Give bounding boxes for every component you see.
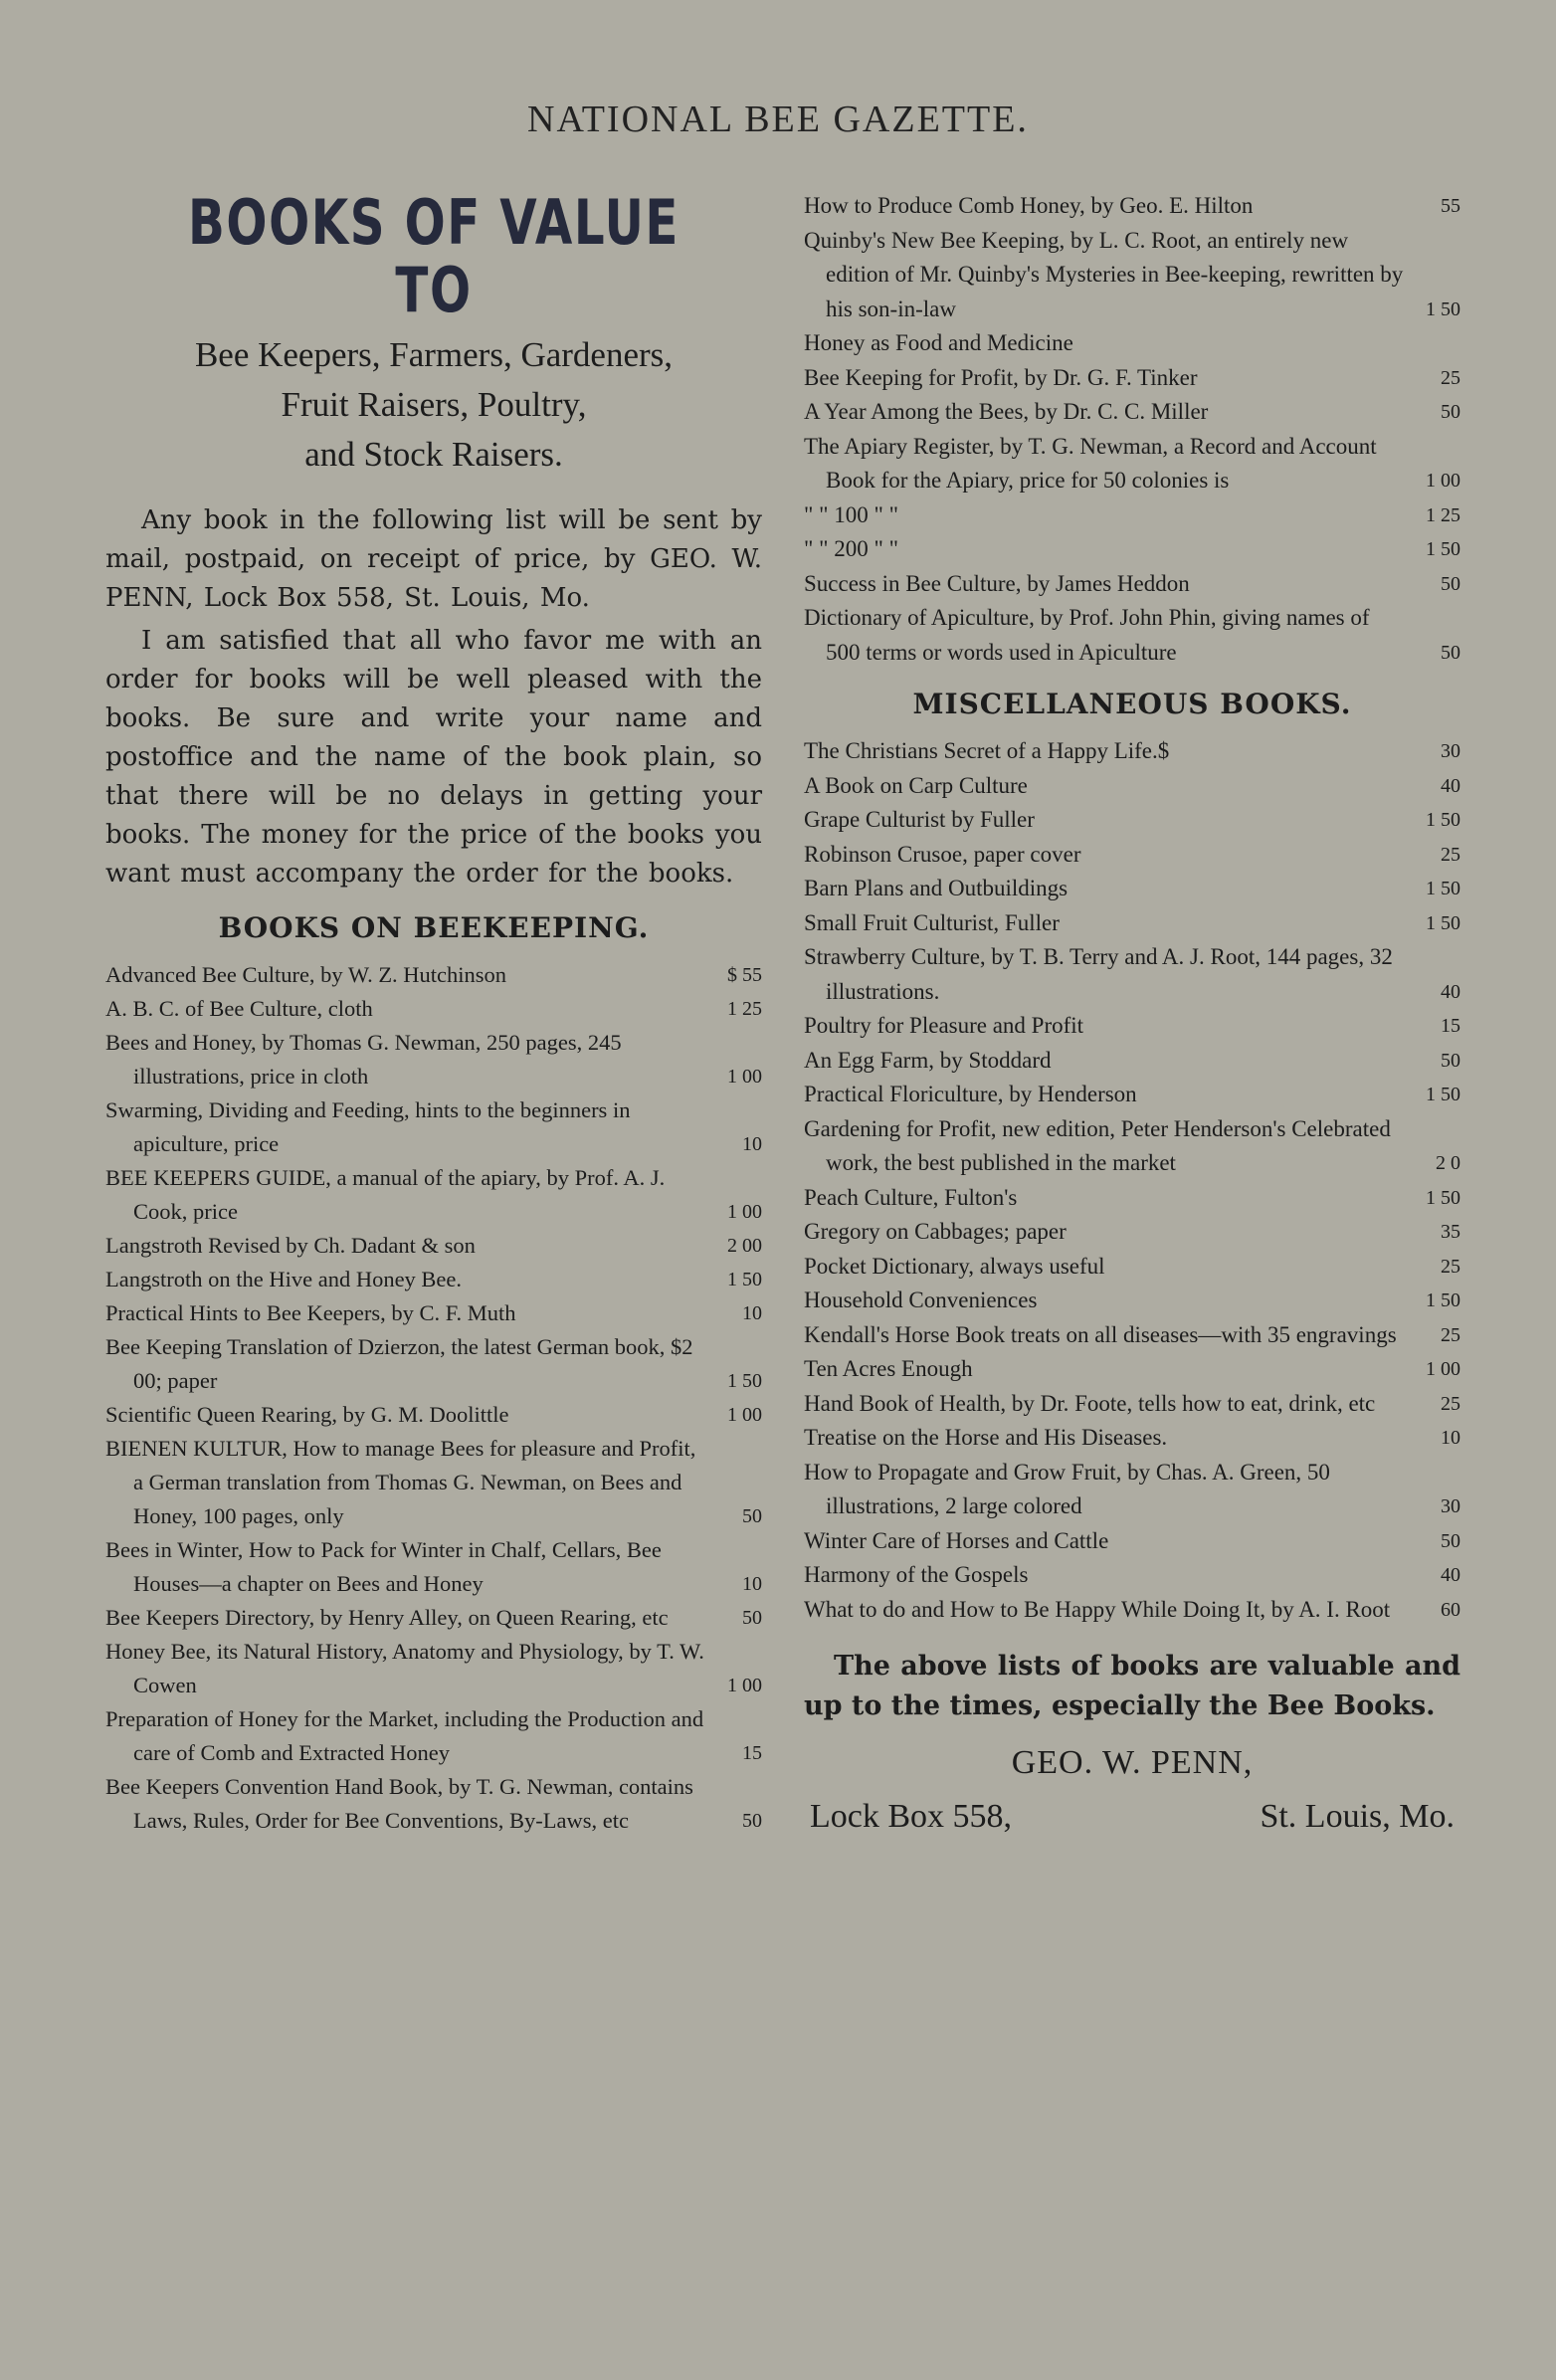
book-price: 50 [1441, 1049, 1460, 1072]
book-entry [804, 430, 1460, 498]
book-title: Harmony of the Gospels [804, 1562, 1029, 1587]
book-title: Peach Culture, Fulton's [804, 1184, 1018, 1210]
book-price: $ 55 [727, 964, 762, 987]
book-price: 25 [1441, 1392, 1460, 1415]
book-title: Grape Culturist by Fuller [804, 807, 1035, 832]
book-entry [804, 1593, 1460, 1628]
book-entry [804, 1318, 1460, 1353]
book-title: " " 200 " " [804, 536, 899, 561]
subtitle-line: Bee Keepers, Farmers, Gardeners, [194, 335, 674, 375]
book-title: Ten Acres Enough [804, 1356, 973, 1381]
book-price: 60 [1441, 1598, 1460, 1621]
book-price: 50 [1441, 1529, 1460, 1552]
book-entry [804, 498, 1460, 533]
book-price: 10 [1441, 1427, 1460, 1449]
book-title: " " 100 " " [804, 501, 899, 527]
book-title: Poultry for Pleasure and Profit [804, 1013, 1084, 1038]
book-title: Bees in Winter, How to Pack for Winter in Chalf, Cellars, Bee Houses—a chapter on Bees and Honey [105, 1537, 662, 1597]
book-title: Gardening for Profit, new edition, Peter Henderson's Celebrated work, the best published in the market [804, 1115, 1391, 1175]
book-price: 1 50 [1426, 1186, 1460, 1209]
books-title: BOOKS OF VALUE TO [187, 186, 681, 327]
books-subtitle [105, 330, 762, 480]
book-entry [105, 1601, 762, 1635]
book-entry [105, 1432, 762, 1533]
book-title: Hand Book of Health, by Dr. Foote, tells how to eat, drink, etc [804, 1390, 1376, 1416]
book-title: Scientific Queen Rearing, by G. M. Doolittle [105, 1402, 509, 1428]
subtitle-line: Fruit Raisers, Poultry, [281, 385, 587, 425]
subtitle-line: and Stock Raisers. [304, 435, 563, 475]
beekeeping-section-title: BOOKS ON BEEKEEPING. [218, 911, 650, 945]
book-entry [804, 734, 1460, 769]
book-price: 25 [1441, 1255, 1460, 1278]
book-entry [804, 940, 1460, 1009]
book-price: 1 00 [1426, 470, 1460, 492]
book-entry [804, 567, 1460, 602]
book-price: 1 00 [727, 1201, 762, 1224]
book-price: 2 00 [727, 1235, 762, 1258]
book-price: 1 25 [1426, 503, 1460, 526]
book-entry [105, 1093, 762, 1161]
book-price: 15 [742, 1742, 762, 1765]
book-title: A Book on Carp Culture [804, 772, 1028, 798]
book-title: An Egg Farm, by Stoddard [804, 1047, 1052, 1073]
book-entry [804, 1078, 1460, 1112]
book-entry [804, 1421, 1460, 1456]
signature: GEO. W. PENN, [1011, 1744, 1254, 1781]
book-price: 30 [1441, 1495, 1460, 1517]
book-entry [804, 1250, 1460, 1285]
book-title: The Christians Secret of a Happy Life.$ [804, 738, 1170, 763]
book-title: Barn Plans and Outbuildings [804, 876, 1069, 900]
book-title: Winter Care of Horses and Cattle [804, 1527, 1109, 1553]
book-entry [804, 838, 1460, 873]
book-title: How to Propagate and Grow Fruit, by Chas. A. Green, 50 illustrations, 2 large colored [804, 1459, 1330, 1518]
book-price: 1 00 [727, 1066, 762, 1089]
book-title: Practical Hints to Bee Keepers, by C. F. Muth [105, 1300, 516, 1326]
book-entry [105, 1330, 762, 1398]
book-price: 50 [742, 1607, 762, 1630]
book-price: 1 50 [1426, 1289, 1460, 1311]
book-entry [105, 1296, 762, 1330]
book-price: 30 [1441, 740, 1460, 762]
book-price: 10 [742, 1573, 762, 1596]
book-entry [804, 872, 1460, 906]
address [804, 1798, 1460, 1836]
book-price: 1 50 [1426, 538, 1460, 560]
book-price: 1 00 [727, 1675, 762, 1697]
miscellaneous-section-title: MISCELLANEOUS BOOKS. [912, 688, 1352, 720]
book-entry [804, 1558, 1460, 1593]
address-box: Lock Box 558, [810, 1798, 1013, 1835]
book-entry [804, 1112, 1460, 1181]
book-title: BEE KEEPERS GUIDE, a manual of the apiary, by Prof. A. J. Cook, price [105, 1165, 666, 1225]
book-price: 50 [1441, 641, 1460, 664]
book-title: Honey as Food and Medicine [804, 330, 1073, 355]
book-price: 1 50 [727, 1370, 762, 1393]
book-title: Treatise on the Horse and His Diseases. [804, 1425, 1168, 1450]
book-title: Bee Keepers Directory, by Henry Alley, on Queen Rearing, etc [105, 1605, 669, 1631]
closing-note: The above lists of books are valuable and up to the times, especially the Bee Books. [804, 1651, 1460, 1721]
book-entry [804, 189, 1460, 224]
book-title: Gregory on Cabbages; paper [804, 1219, 1067, 1244]
book-title: Household Conveniences [804, 1288, 1038, 1312]
book-entry [804, 532, 1460, 567]
book-entry [105, 1533, 762, 1601]
book-entry [105, 958, 762, 992]
book-entry [105, 992, 762, 1026]
book-title: BIENEN KULTUR, How to manage Bees for pleasure and Profit, a German translation from Thomas G. Newman, on Bees and Honey, 100 pages, only [105, 1436, 696, 1529]
book-entry [804, 1284, 1460, 1318]
running-head: NATIONAL BEE GAZETTE. [527, 99, 1029, 140]
intro-paragraph: Any book in the following list will be sent by mail, postpaid, on receipt of price, by GEO. W. PENN, Lock Box 558, St. Louis, Mo. [105, 505, 762, 614]
book-entry [804, 326, 1460, 361]
book-title: The Apiary Register, by T. G. Newman, a Record and Account Book for the Apiary, price for 50 colonies is [804, 433, 1377, 493]
book-entry [804, 1352, 1460, 1387]
intro-paragraph: I am satisfied that all who favor me with an order for books will be well pleased with the books. Be sure and write your name and postoffice and the name of the book plain, so that there will be no delays in getting your books. The money for the price of the books you want must accompany the order for the books. [105, 626, 762, 890]
book-title: Preparation of Honey for the Market, including the Production and care of Comb and Extracted Honey [105, 1706, 704, 1766]
book-title: Kendall's Horse Book treats on all diseases—with 35 engravings [804, 1321, 1397, 1347]
book-title: How to Produce Comb Honey, by Geo. E. Hilton [804, 193, 1254, 218]
book-entry [105, 1770, 762, 1838]
book-price: 50 [1441, 572, 1460, 595]
book-price: 10 [742, 1302, 762, 1325]
miscellaneous-book-list [804, 734, 1460, 1627]
book-price: 40 [1441, 980, 1460, 1003]
book-entry [105, 1026, 762, 1093]
book-title: Robinson Crusoe, paper cover [804, 841, 1081, 867]
book-price: 50 [742, 1810, 762, 1833]
book-price: 1 50 [1426, 878, 1460, 899]
book-title: A Year Among the Bees, by Dr. C. C. Miller [804, 399, 1209, 424]
book-title: Langstroth on the Hive and Honey Bee. [105, 1267, 463, 1292]
address-city: St. Louis, Mo. [1260, 1798, 1455, 1835]
book-entry [804, 361, 1460, 396]
book-entry [804, 1215, 1460, 1250]
book-title: Bees and Honey, by Thomas G. Newman, 250 pages, 245 illustrations, price in cloth [105, 1030, 622, 1090]
book-entry [804, 1524, 1460, 1559]
book-price: 25 [1441, 1323, 1460, 1346]
book-entry [804, 803, 1460, 838]
book-price: 1 50 [1426, 1084, 1460, 1105]
book-price: 1 00 [727, 1404, 762, 1427]
book-price: 15 [1441, 1015, 1460, 1037]
book-price: 35 [1441, 1221, 1460, 1243]
book-title: Strawberry Culture, by T. B. Terry and A. J. Root, 144 pages, 32 illustrations. [804, 944, 1393, 1004]
book-title: Small Fruit Culturist, Fuller [804, 909, 1060, 935]
beekeeping-book-list-continued [804, 189, 1460, 670]
book-entry [804, 769, 1460, 804]
book-price: 1 50 [1426, 911, 1460, 934]
right-column [804, 189, 1460, 1836]
book-entry [804, 906, 1460, 941]
book-price: 1 50 [1426, 298, 1460, 320]
book-title: Swarming, Dividing and Feeding, hints to the beginners in apiculture, price [105, 1097, 631, 1157]
book-price: 25 [1441, 843, 1460, 866]
book-price: 50 [1441, 401, 1460, 423]
book-entry [105, 1229, 762, 1263]
book-entry [105, 1398, 762, 1432]
left-column [105, 186, 762, 1838]
book-entry [804, 1387, 1460, 1422]
book-title: Advanced Bee Culture, by W. Z. Hutchinson [105, 962, 507, 988]
book-price: 50 [742, 1505, 762, 1528]
book-price: 1 50 [1426, 809, 1460, 831]
book-title: Honey Bee, its Natural History, Anatomy and Physiology, by T. W. Cowen [105, 1639, 704, 1698]
book-title: Success in Bee Culture, by James Heddon [804, 570, 1190, 596]
book-title: Bee Keeping for Profit, by Dr. G. F. Tinker [804, 364, 1198, 390]
book-price: 1 00 [1426, 1358, 1460, 1380]
book-entry [804, 601, 1460, 670]
book-price: 40 [1441, 774, 1460, 797]
book-price: 2 0 [1436, 1152, 1460, 1174]
book-entry [105, 1161, 762, 1229]
book-entry [804, 1044, 1460, 1079]
book-entry [804, 395, 1460, 430]
book-price: 10 [742, 1133, 762, 1156]
book-price: 55 [1441, 195, 1460, 217]
book-entry [804, 1009, 1460, 1044]
book-price: 25 [1441, 366, 1460, 389]
book-entry [804, 224, 1460, 327]
book-entry [804, 1456, 1460, 1524]
book-title: Pocket Dictionary, always useful [804, 1253, 1105, 1279]
book-entry [105, 1635, 762, 1702]
book-title: Bee Keeping Translation of Dzierzon, the latest German book, $2 00; paper [105, 1334, 693, 1394]
book-title: A. B. C. of Bee Culture, cloth [105, 996, 373, 1022]
book-entry [105, 1702, 762, 1770]
beekeeping-book-list [105, 958, 762, 1838]
book-price: 40 [1441, 1564, 1460, 1586]
book-entry [105, 1263, 762, 1296]
book-entry [804, 1181, 1460, 1216]
book-price: 1 25 [727, 998, 762, 1021]
book-title: Langstroth Revised by Ch. Dadant & son [105, 1233, 476, 1259]
book-title: Practical Floriculture, by Henderson [804, 1082, 1137, 1106]
book-title: Bee Keepers Convention Hand Book, by T. G. Newman, contains Laws, Rules, Order for Bee Conventions, By-Laws, etc [105, 1774, 693, 1834]
book-price: 1 50 [727, 1269, 762, 1291]
book-title: What to do and How to Be Happy While Doing It, by A. I. Root [804, 1596, 1391, 1622]
book-title: Quinby's New Bee Keeping, by L. C. Root, an entirely new edition of Mr. Quinby's Mysteries in Bee-keeping, rewritten by his son-in-law [804, 227, 1404, 321]
book-title: Dictionary of Apiculture, by Prof. John Phin, giving names of 500 terms or words used in Apiculture [804, 605, 1370, 665]
